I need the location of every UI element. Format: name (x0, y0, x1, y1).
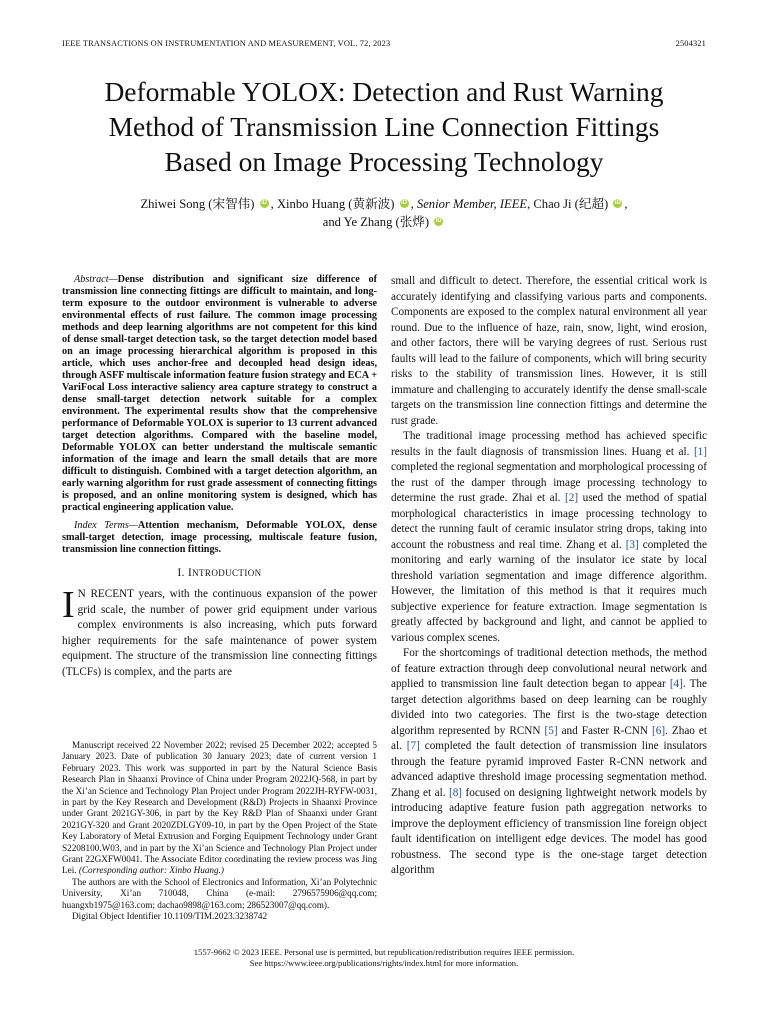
paper-title (40, 74, 728, 179)
index-terms-label: Index Terms— (74, 520, 138, 531)
citation-link[interactable]: [7] (406, 740, 420, 752)
affiliation-note: The authors are with the School of Electronics and Information, Xi’an Polytechnic University, Xi’an 710048, China (e-mail: 2796575906@qq.com; huangxb1975@163.com; dachao9898@163.com; 286523007@qq.com). (62, 876, 377, 910)
orcid-icon[interactable]: iD (261, 200, 268, 206)
manuscript-note: Manuscript received 22 November 2022; revised 25 December 2022; accepted 5 January 2023. Date of publication 30 January 2023; date of current version 1 February 2023. This work was supported in part by the Natural Science Basis Research Plan in Shaanxi Province of China under Program 2022JQ-568, in part by the Xi’an Science and Technology Plan Project under Program 2022JH-RYFW-0031, in part by the Key Research and Development (R&D) Projects in Shaanxi Province under Grant 2021GY-306, in part by the Key R&D Plan of Shaanxi under Grant 2021GY-320 and Grant 2020ZDLGY09-10, in part by the Open Project of the State Key Laboratory of Metal Extrusion and Forging Equipment Technology under Grant S2208100.W03, and in part by the Xi’an Science and Technology Plan Project under Grant 22GXFW0041. The Associate Editor coordinating the review process was Jing Lei. (62, 740, 377, 876)
citation-link[interactable]: [1] (693, 445, 707, 458)
rights-link[interactable]: See https://www.ieee.org/publications/rights/index.html for more information. (249, 958, 519, 968)
title-line-2: Method of Transmission Line Connection Fittings (108, 111, 660, 142)
intro-body-left (62, 584, 377, 680)
copyright-footer (62, 947, 706, 969)
section-title-initial: I (187, 567, 193, 579)
first-page-footnote (62, 740, 377, 923)
index-terms: Attention mechanism, Deformable YOLOX, dense small-target detection, image processing, multiscale feature fusion, transmission line connection fittings. (62, 520, 377, 555)
intro-paragraph-1: N RECENT years, with the continuous expansion of the power grid scale, the number of power grid equipment under various complex environments is also increasing, which puts forward higher requirements for the safe maintenance of power system equipment. The structure of the transmission line connecting fittings (TLCFs) is complex, and the parts are (62, 588, 377, 678)
abstract-text: Dense distribution and significant size difference of transmission line connecting fittings are difficult to maintain, and long-term exposure to the outdoor environment is vulnerable to adverse environmental effects of rust failure. The common image processing methods and deep learning algorithms are not competent for this kind of dense small-target detection task, so the target detection model based on an image processing hierarchical algorithm is proposed in this article, which uses anchor-free and decoupled head design ideas, through ASFF multiscale information feature fusion strategy and ECA + VariFocal Loss interactive saliency area capture strategy to construct a dense small-target detection network suitable for a complex environment. The experimental results show that the comprehensive performance of Deformable YOLOX is superior to 13 current advanced target detection algorithms. Compared with the baseline model, Deformable YOLOX can better understand the multiscale semantic information of the image and learn the small details that are more difficult to distinguish. Combined with a target detection algorithm, an early warning algorithm for rust grade assessment of connecting fittings is proposed, and an online monitoring system is designed, which has practical engineering application value. (62, 274, 377, 513)
author-3: Chao Ji (纪超) (533, 197, 609, 211)
journal-name: IEEE TRANSACTIONS ON INSTRUMENTATION AND MEASUREMENT, VOL. 72, 2023 (62, 39, 391, 48)
right-paragraph-3: For the shortcomings of traditional detection methods, the method of feature extraction through deep convolutional neural network and applied to transmission line fault detection began to appear [4]. The target detection algorithms based on deep learning can be roughly divided into two categories. The first is the two-stage detection algorithm represented by RCNN [5] and Faster R-CNN [6]. Zhao et al. [7] completed the fault detection of transmission line insulators through the feature pyramid improved Faster R-CNN network and advanced adaptive threshold image processing segmentation method. Zhang et al. [8] focused on designing lightweight network models by introducing adaptive feature fusion path aggregation networks to improve the deployment efficiency of transmission line foreign object fault identification on intelligent edge devices. The model has good robustness. The second type is the one-stage target detection algorithm (391, 647, 708, 876)
author-4: Ye Zhang (张烨) (343, 215, 430, 229)
citation-link[interactable]: [5] (544, 724, 558, 737)
left-column (62, 274, 377, 680)
orcid-icon[interactable]: iD (614, 200, 621, 206)
orcid-icon[interactable]: iD (401, 200, 408, 206)
right-column (391, 274, 707, 879)
citation-link[interactable]: [4] (669, 678, 683, 690)
doi-note: Digital Object Identifier 10.1109/TIM.2023.3238742 (72, 911, 268, 922)
author-2: Xinbo Huang (黄新波) (276, 197, 395, 211)
article-number: 2504321 (675, 39, 706, 48)
section-number: I. (177, 567, 185, 579)
abstract-label: Abstract— (74, 274, 118, 285)
copyright-line: 1557-9662 © 2023 IEEE. Personal use is permitted, but republication/redistribution requires IEEE permission. (193, 947, 575, 957)
running-header (62, 39, 706, 48)
right-paragraph-2: The traditional image processing method has achieved specific results in the fault diagnosis of transmission lines. Huang et al. [1] completed the regional segmentation and morphological processing of the rust of the damper through image processing technology to determine the rust grade. Zhai et al. [2] used the method of spatial morphological characteristics in image processing technology to detect the running fault of ceramic insulator string drops, taking into account the robustness and real time. Zhang et al. [3] completed the monitoring and early warning of the insulator ice state by local threshold variation segmentation and image difference algorithm. However, the limitation of this method is that it requires much subjective experience for feature extraction. Image segmentation is greatly affected by background and light, and cannot be applied to various complex scenes. (391, 430, 707, 644)
abstract (62, 274, 377, 556)
author-4-prefix: and (322, 215, 341, 229)
title-line-1: Deformable YOLOX: Detection and Rust Warning (104, 76, 664, 107)
citation-link[interactable]: [2] (565, 492, 579, 504)
right-paragraph-1: small and difficult to detect. Therefore, the essential critical work is accurately identifying and classifying various parts and components. Components are exposed to the complex natural environment all year round. Due to the influence of haze, rain, snow, light, wind erosion, and other factors, there will be varying degrees of rust. Serious rust faults will lead to the failure of components, which will bring security risks to the stability of transmission lines. However, it is still immature and challenging to accurately identify the dense small-scale targets on the transmission line connection fittings and determine the rust grade. (391, 275, 707, 427)
drop-cap: I (62, 584, 75, 626)
citation-link[interactable]: [8] (448, 786, 463, 799)
citation-link[interactable]: [6] (652, 724, 666, 737)
orcid-icon[interactable]: iD (435, 218, 442, 224)
author-1: Zhiwei Song (宋智伟) (140, 197, 255, 211)
corresponding-author: (Corresponding author: Xinbo Huang.) (78, 865, 224, 876)
section-title-rest: NTRODUCTION (192, 568, 262, 578)
citation-link[interactable]: [3] (625, 538, 639, 551)
author-list: Zhiwei Song (宋智伟) iD , Xinbo Huang (黄新波) iD , Senior Member, IEEE, Chao Ji (纪超) iD , and Ye Zhang (张烨) iD (140, 197, 628, 229)
title-line-3: Based on Image Processing Technology (164, 146, 604, 177)
section-heading (62, 567, 377, 579)
author-2-role: Senior Member, IEEE (416, 197, 528, 211)
